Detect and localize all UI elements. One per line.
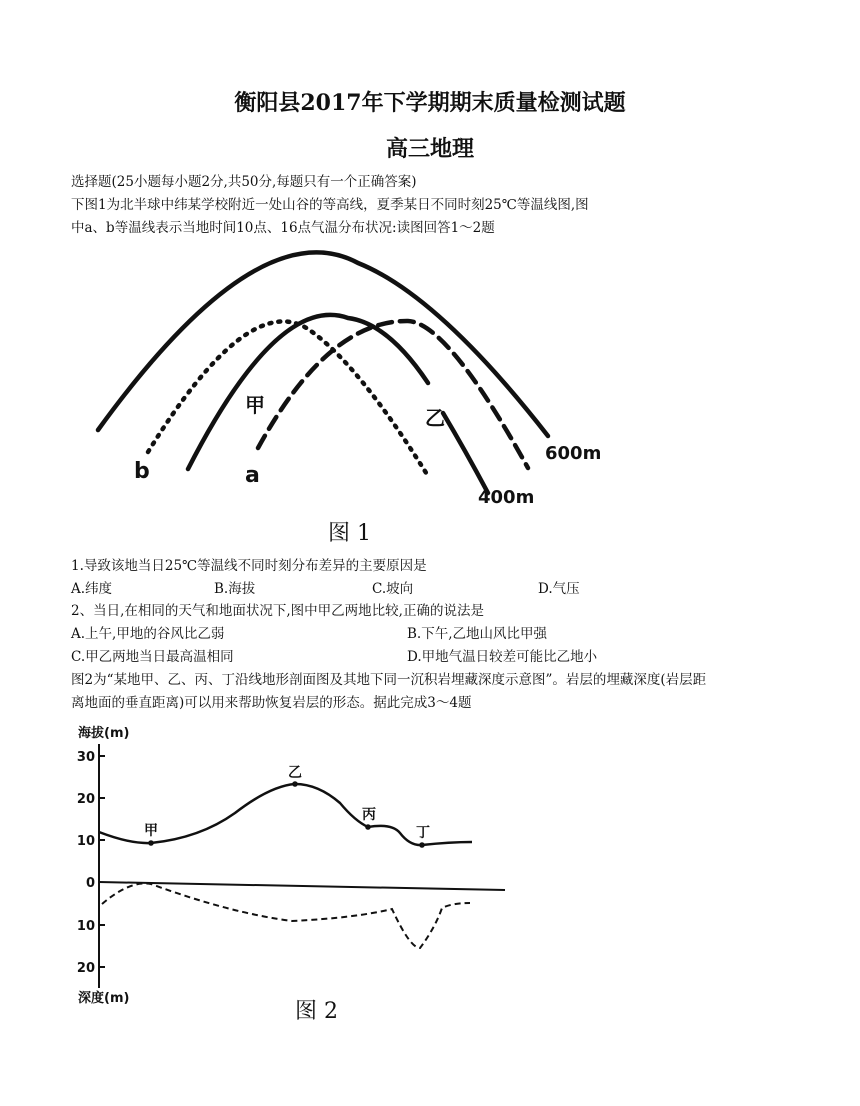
q2-stem: 2、当日,在相同的天气和地面状况下,图中甲乙两地比较,正确的说法是: [71, 603, 484, 619]
zero-baseline: [99, 882, 505, 890]
point-jia: 甲: [144, 823, 158, 839]
figure1-caption: 图 1: [328, 521, 371, 546]
figure1-description-line1: 下图1为北半球中纬某学校附近一处山谷的等高线，夏季某日不同时刻25℃等温线图,图: [71, 197, 589, 213]
y-axis-label-elevation: 海拔(m): [78, 726, 130, 741]
q2-option-c: C.甲乙两地当日最高温相同: [71, 649, 234, 665]
figure1-description-line2: 中a、b等温线表示当地时间10点、16点气温分布状况:读图回答1～2题: [71, 220, 495, 236]
tick-depth-10: 10: [76, 919, 95, 934]
label-400m: 400m: [478, 487, 535, 508]
q1-option-a: A.纬度: [71, 581, 113, 597]
label-b: b: [134, 459, 150, 484]
point-ding: 丁: [416, 825, 430, 841]
q1-option-c: C.坡向: [372, 581, 414, 597]
y-axis-label-depth: 深度(m): [78, 991, 130, 1006]
label-yi: 乙: [425, 406, 445, 430]
tick-10: 10: [76, 834, 95, 849]
figure2-diagram: [70, 718, 520, 1028]
label-jia: 甲: [245, 393, 265, 417]
point-yi: 乙: [288, 765, 302, 781]
exam-subject: 高三地理: [385, 136, 474, 162]
point-bing: 丙: [362, 807, 376, 823]
section-instructions: 选择题(25小题每小题2分,共50分,每题只有一个正确答案): [71, 174, 417, 190]
label-a: a: [245, 463, 260, 488]
q2-option-d: D.甲地气温日较差可能比乙地小: [407, 649, 598, 665]
tick-depth-20: 20: [76, 961, 95, 976]
figure2-caption: 图 2: [295, 999, 338, 1024]
contour-600m: [98, 252, 548, 436]
figure2-description-line1: 图2为“某地甲、乙、丙、丁沿线地形剖面图及其地下同一沉积岩埋藏深度示意图”。岩层的埋藏深度(岩层距: [71, 672, 707, 688]
label-600m: 600m: [545, 443, 602, 464]
q1-stem: 1.导致该地当日25℃等温线不同时刻分布差异的主要原因是: [71, 558, 427, 574]
contour-400m-right: [443, 413, 488, 493]
q2-option-b: B.下午,乙地山风比甲强: [407, 626, 548, 642]
rock-layer-depth: [102, 883, 470, 948]
q1-option-b: B.海拔: [214, 581, 256, 597]
q2-option-a: A.上午,甲地的谷风比乙弱: [71, 626, 225, 642]
q1-option-d: D.气压: [538, 581, 580, 597]
tick-30: 30: [76, 750, 95, 765]
tick-0: 0: [85, 876, 95, 891]
contour-400m: [188, 315, 428, 469]
figure1-diagram: [70, 240, 630, 550]
exam-title: 衡阳县2017年下学期期末质量检测试题: [234, 90, 626, 116]
tick-20: 20: [76, 792, 95, 807]
figure2-description-line2: 离地面的垂直距离)可以用来帮助恢复岩层的形态。据此完成3～4题: [71, 695, 472, 711]
